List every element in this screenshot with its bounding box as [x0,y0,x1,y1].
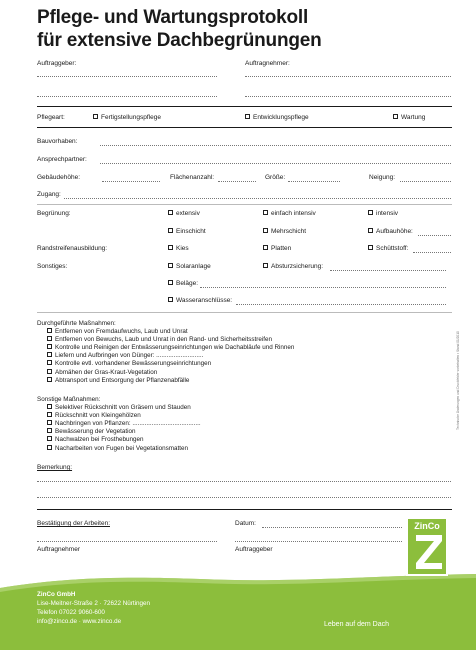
greening-option-simple-intensive[interactable]: einfach intensiv [263,210,316,218]
build-height-field[interactable] [418,235,451,236]
title-line-1: Pflege- und Wartungsprotokoll [37,7,309,28]
measures-heading: Durchgeführte Maßnahmen: [37,320,116,327]
size-field[interactable] [288,181,340,182]
checkbox-icon[interactable] [47,336,52,341]
fall-protection-field[interactable] [330,270,446,271]
slope-field[interactable] [400,181,451,182]
care-type-option-3[interactable]: Wartung [393,114,425,122]
project-label: Bauvorhaben: [37,138,78,145]
slope-label: Neigung: [369,174,396,181]
checkbox-icon[interactable] [47,369,52,374]
company-address: Lise-Meitner-Straße 2 · 72622 Nürtingen [37,600,151,607]
remarks-line-2[interactable] [37,497,451,498]
checkbox-icon[interactable] [47,436,52,441]
greening-option-multi-layer[interactable]: Mehrschicht [263,228,306,236]
client-signature-line[interactable] [235,541,402,542]
checkbox-icon[interactable] [47,412,52,417]
measures-section [37,320,294,385]
checkbox-icon[interactable] [168,228,173,233]
checkbox-icon[interactable] [47,360,52,365]
edge-option-bulk[interactable]: Schüttstoff: [368,245,408,253]
divider [37,312,452,313]
checkbox-icon[interactable] [168,263,173,268]
other-measure-item[interactable]: Nachwalzen bei Frosthebungen [47,436,201,444]
remarks-line-1[interactable] [37,481,451,482]
measure-item[interactable]: Abmähen der Gras-Kraut-Vegetation [47,369,294,377]
remarks-label: Bemerkung: [37,464,73,471]
other-option-water-connections[interactable]: Wasseranschlüsse: [168,297,232,305]
page-title [37,6,322,52]
contractor-line-2[interactable] [245,96,451,97]
checkbox-icon[interactable] [47,344,52,349]
measure-item[interactable]: Kontrolle und Reinigen der Entwässerungseinrichtungen wie Dachabläufe und Rinnen [47,344,294,352]
area-count-label: Flächenanzahl: [170,174,215,181]
measure-item[interactable]: Kontrolle evtl. vorhandener Bewässerungseinrichtungen [47,360,294,368]
checkbox-icon[interactable] [168,280,173,285]
coverings-field[interactable] [200,287,446,288]
company-name: ZinCo GmbH [37,591,76,598]
care-type-option-1[interactable]: Fertigstellungspflege [93,114,161,122]
client-label: Auftraggeber: [37,60,77,67]
measure-item[interactable]: Entfernen von Fremdaufwuchs, Laub und Unrat [47,328,294,336]
access-field[interactable] [64,198,451,199]
edge-option-slabs[interactable]: Platten [263,245,291,253]
measure-item[interactable]: Abtransport und Entsorgung der Pflanzenabfälle [47,377,294,385]
divider [37,127,452,128]
care-type-label: Pflegeart: [37,114,65,121]
other-option-coverings[interactable]: Beläge: [168,280,198,288]
access-label: Zugang: [37,191,61,198]
confirmation-label: Bestätigung der Arbeiten: [37,520,110,527]
company-web[interactable]: info@zinco.de · www.zinco.de [37,618,122,625]
checkbox-icon[interactable] [263,210,268,215]
building-height-label: Gebäudehöhe: [37,174,81,181]
area-count-field[interactable] [218,181,256,182]
checkbox-icon[interactable] [263,228,268,233]
other-measure-item[interactable]: Rückschnitt von Kleingehölzen [47,412,201,420]
divider [37,106,452,107]
z-logo-icon [414,533,444,571]
other-option-fall-protection[interactable]: Absturzsicherung: [263,263,323,271]
checkbox-icon[interactable] [47,352,52,357]
building-height-field[interactable] [102,181,160,182]
size-label: Größe: [265,174,286,181]
contractor-line-1[interactable] [245,76,451,77]
other-measure-item[interactable]: Nacharbeiten von Fugen bei Vegetationsmatten [47,445,201,453]
edge-strip-label: Randstreifenausbildung: [37,245,108,252]
bulk-material-field[interactable] [413,252,451,253]
care-type-option-2[interactable]: Entwicklungspflege [245,114,309,122]
divider [37,509,452,510]
checkbox-icon[interactable] [368,210,373,215]
other-measure-item[interactable]: Nachbringen von Pflanzen: ....................................... [47,420,201,428]
company-phone: Telefon 07022 9060-600 [37,609,105,616]
checkbox-icon[interactable] [47,445,52,450]
zinco-logo [406,517,448,576]
logo-text: ZinCo [414,521,440,531]
checkbox-icon[interactable] [47,328,52,333]
client-signature-label: Auftraggeber [235,546,273,553]
checkbox-icon[interactable] [47,428,52,433]
side-note: Technische Änderungen und Druckfehler vorbehalten • Stand 01/2010 [456,331,460,430]
checkbox-icon[interactable] [263,245,268,250]
measure-item[interactable]: Liefern und Aufbringen von Dünger: ........................... [47,352,294,360]
checkbox-icon[interactable] [368,228,373,233]
other-measures-heading: Sonstige Maßnahmen: [37,396,101,403]
checkbox-icon[interactable] [263,263,268,268]
other-label: Sonstiges: [37,263,68,270]
greening-option-intensive[interactable]: intensiv [368,210,398,218]
date-field[interactable] [262,527,402,528]
footer [0,574,476,650]
other-measure-item[interactable]: Bewässerung der Vegetation [47,428,201,436]
checkbox-icon[interactable] [393,114,398,119]
date-label: Datum: [235,520,256,527]
other-measure-item[interactable]: Selektiver Rückschnitt von Gräsern und Stauden [47,404,201,412]
greening-option-extensive[interactable]: extensiv [168,210,200,218]
greening-option-build-height[interactable]: Aufbauhöhe: [368,228,413,236]
contact-field[interactable] [100,163,451,164]
contractor-signature-line[interactable] [37,541,217,542]
checkbox-icon[interactable] [245,114,250,119]
contractor-signature-label: Auftragnehmer [37,546,80,553]
checkbox-icon[interactable] [168,245,173,250]
divider [37,204,452,205]
contact-label: Ansprechpartner: [37,156,87,163]
water-connections-field[interactable] [236,304,446,305]
measure-item[interactable]: Entfernen von Bewuchs, Laub und Unrat in den Rand- und Sicherheitsstreifen [47,336,294,344]
checkbox-icon[interactable] [47,377,52,382]
edge-option-gravel[interactable]: Kies [168,245,189,253]
client-line-2[interactable] [37,96,217,97]
checkbox-icon[interactable] [47,420,52,425]
contractor-label: Auftragnehmer: [245,60,290,67]
checkbox-icon[interactable] [368,245,373,250]
greening-option-single-layer[interactable]: Einschicht [168,228,206,236]
other-option-solar[interactable]: Solaranlage [168,263,211,271]
title-line-2: für extensive Dachbegrünungen [37,30,322,51]
checkbox-icon[interactable] [168,297,173,302]
other-measures-section [37,396,201,453]
greening-label: Begrünung: [37,210,71,217]
client-line-1[interactable] [37,76,217,77]
checkbox-icon[interactable] [168,210,173,215]
checkbox-icon[interactable] [47,404,52,409]
checkbox-icon[interactable] [93,114,98,119]
company-slogan: Leben auf dem Dach [324,621,389,628]
project-field[interactable] [100,145,451,146]
